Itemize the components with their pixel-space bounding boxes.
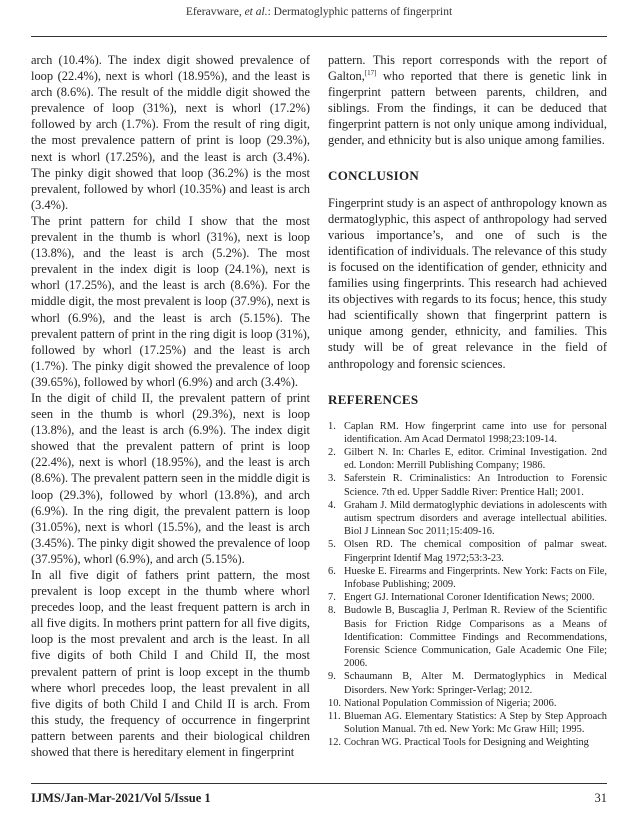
reference-number: 4.: [328, 499, 336, 511]
body-paragraph: [328, 52, 607, 149]
reference-number: 10.: [328, 697, 341, 709]
reference-text: Cochran WG. Practical Tools for Designing and Weighting: [344, 737, 589, 749]
header-authors: Eferavware,: [185, 6, 245, 18]
reference-item: [328, 420, 607, 446]
reference-list: [328, 420, 607, 750]
reference-item: [328, 538, 607, 564]
header-rule: [31, 36, 607, 37]
reference-item: [328, 710, 607, 736]
reference-number: 6.: [328, 565, 336, 577]
footer-journal: IJMS/Jan-Mar-2021/Vol 5/Issue 1: [31, 791, 211, 805]
left-column: [31, 52, 310, 760]
running-header: [0, 6, 638, 18]
reference-item: [328, 472, 607, 498]
reference-item: [328, 604, 607, 670]
reference-item: [328, 446, 607, 472]
page-number: 31: [594, 791, 607, 805]
footer-rule: [31, 783, 607, 784]
reference-number: 5.: [328, 539, 336, 551]
body-paragraph: In the digit of child II, the prevalent pattern of print seen in the thumb is whorl (29.3%), next is loop (13.8%), and the least is arch (6.9%). The index digit showed that the prevalent pattern of print is loop (22.4%), next is whorl (18.95%), and the least is arch (8.6%). The prevalent pattern seen in the middle digit is loop (29.3%), followed by whorl (13.8%), and arch (6.9%). In the ring digit, the prevalent pattern is loop (31.05%), next is whorl (15.5%), and the least is arch (3.45%). The pinky digit showed the prevalence of loop (37.95%), whorl (6.9%), and arch (5.15%).: [31, 390, 310, 566]
references-heading: REFERENCES: [328, 391, 419, 407]
reference-item: [328, 697, 607, 710]
reference-text: Olsen RD. The chemical composition of palmar sweat. Fingerprint Identif Mag 1972;53:3-23.: [344, 539, 607, 564]
reference-text: Gilbert N. In: Charles E, editor. Criminal Investigation. 2nd ed. London: Merrill Publishing Company; 1986.: [344, 447, 607, 472]
reference-number: 1.: [328, 420, 336, 432]
right-column: [328, 52, 607, 750]
reference-number: 11.: [328, 711, 341, 723]
reference-number: 3.: [328, 473, 336, 485]
body-paragraph: arch (10.4%). The index digit showed prevalence of loop (22.4%), next is whorl (18.95%), and the least is arch (8.6%). The result of the middle digit showed the prevalence of loop (31%), next is whorl (17.2%) followed by arch (1.7%). From the result of ring digit, the most prevalence pattern of print is loop (29.3%), next is whorl (17.25%), and the least is arch (3.4%). The pinky digit showed that loop (36.2%) is the most prevalent, followed by whorl (10.35%) and least is arch (3.4%).: [31, 53, 310, 212]
reference-number: 8.: [328, 605, 336, 617]
reference-text: Engert GJ. International Coroner Identification News; 2000.: [344, 592, 595, 604]
reference-text: National Population Commission of Nigeria; 2006.: [344, 697, 557, 709]
reference-number: 7.: [328, 592, 336, 604]
body-paragraph: In all five digit of fathers print pattern, the most prevalent is loop except in the thumb where whorl precedes loop, and the least frequent pattern is arch in all five digits. In mothers print pattern for all five digits, loop is the most prevalent and arch is the least. In all five digits of both Child I and Child II, the most prevalent pattern of print is loop except in the thumb where whorl precedes loop, the least prevalent in all five digits of both Child I and Child II is arch. From this study, the frequency of occurrence in fingerprint pattern between parents and their biological children showed that there is hereditary element in fingerprint: [31, 568, 310, 760]
reference-item: [328, 591, 607, 604]
reference-text: Caplan RM. How fingerprint came into use for personal identification. Am Acad Dermatol 1998;23:109-14.: [344, 420, 607, 445]
reference-number: 9.: [328, 671, 336, 683]
header-etal: et al.: [244, 6, 268, 18]
reference-text: Schaumann B, Alter M. Dermatoglyphics in Medical Disorders. New York: Springer-Verlag; 2012.: [344, 671, 607, 696]
reference-text: Graham J. Mild dermatoglyphic deviations in adolescents with autism spectrum disorders and average intellectual abilities. Biol J Linnean Soc 2011;15:409-16.: [344, 499, 607, 538]
reference-number: 12.: [328, 737, 341, 749]
body-paragraph: The print pattern for child I show that the most prevalent in the thumb is whorl (31%), next is loop (13.8%), and the least is arch (5.2%). The most prevalent in the index digit is loop (24.1%), next is whorl (17.25%), and the least is arch (8.6%). For the middle digit, the most prevalent is loop (37.9%), next is whorl (6.9%), and the least is arch (5.15%). The prevalent pattern of print in the ring digit is loop (31%), followed by whorl (17.25%) and the least is arch (1.7%). The pinky digit showed the prevalence of loop (39.65%), followed by whorl (6.9%) and arch (3.4%).: [31, 213, 310, 389]
conclusion-heading: CONCLUSION: [328, 167, 420, 183]
header-title: : Dermatoglyphic patterns of fingerprint: [267, 6, 453, 18]
reference-item: [328, 565, 607, 591]
intro-after: who reported that there is genetic link in fingerprint pattern between parents, children, and siblings. From the findings, it can be deduced that fingerprint pattern is not only unique among individual, gender, and ethnicity but is also unique among families.: [328, 69, 607, 148]
citation-17: [17]: [364, 68, 377, 77]
reference-item: [328, 670, 607, 696]
reference-item: [328, 736, 607, 749]
intro-before: pattern. This report corresponds with the report of Galton,: [328, 53, 607, 84]
reference-item: [328, 499, 607, 539]
reference-text: Blueman AG. Elementary Statistics: A Step by Step Approach Solution Manual. 7th ed. New York: Mc Graw Hill; 1995.: [344, 711, 607, 736]
reference-number: 2.: [328, 447, 336, 458]
reference-text: Saferstein R. Criminalistics: An Introduction to Forensic Science. 7th ed. Upper Saddle River: Prentice Hall; 2001.: [344, 473, 607, 498]
conclusion-paragraph: Fingerprint study is an aspect of anthropology known as dermatoglyphic, this aspect of anthropology had served various importance’s, and one of such is the identification of individuals. The relevance of this study is focused on the identification of gender, ethnicity and families using fingerprints. This research had achieved its objectives with regards to its focus; hence, this study had scientifically shown that fingerprint pattern is unique among gender, ethnicity, and families. This study will be of great relevance in the field of anthropology and forensic sciences.: [328, 195, 607, 371]
reference-text: Hueske E. Firearms and Fingerprints. New York: Facts on File, Infobase Publishing; 2009.: [344, 565, 607, 591]
reference-text: Budowle B, Buscaglia J, Perlman R. Review of the Scientific Basis for Friction Ridge Comparisons as a Means of Identification: Committee Findings and Recommendations, Forensic Science Communication, Gale Academic One File; 2006.: [344, 605, 607, 670]
